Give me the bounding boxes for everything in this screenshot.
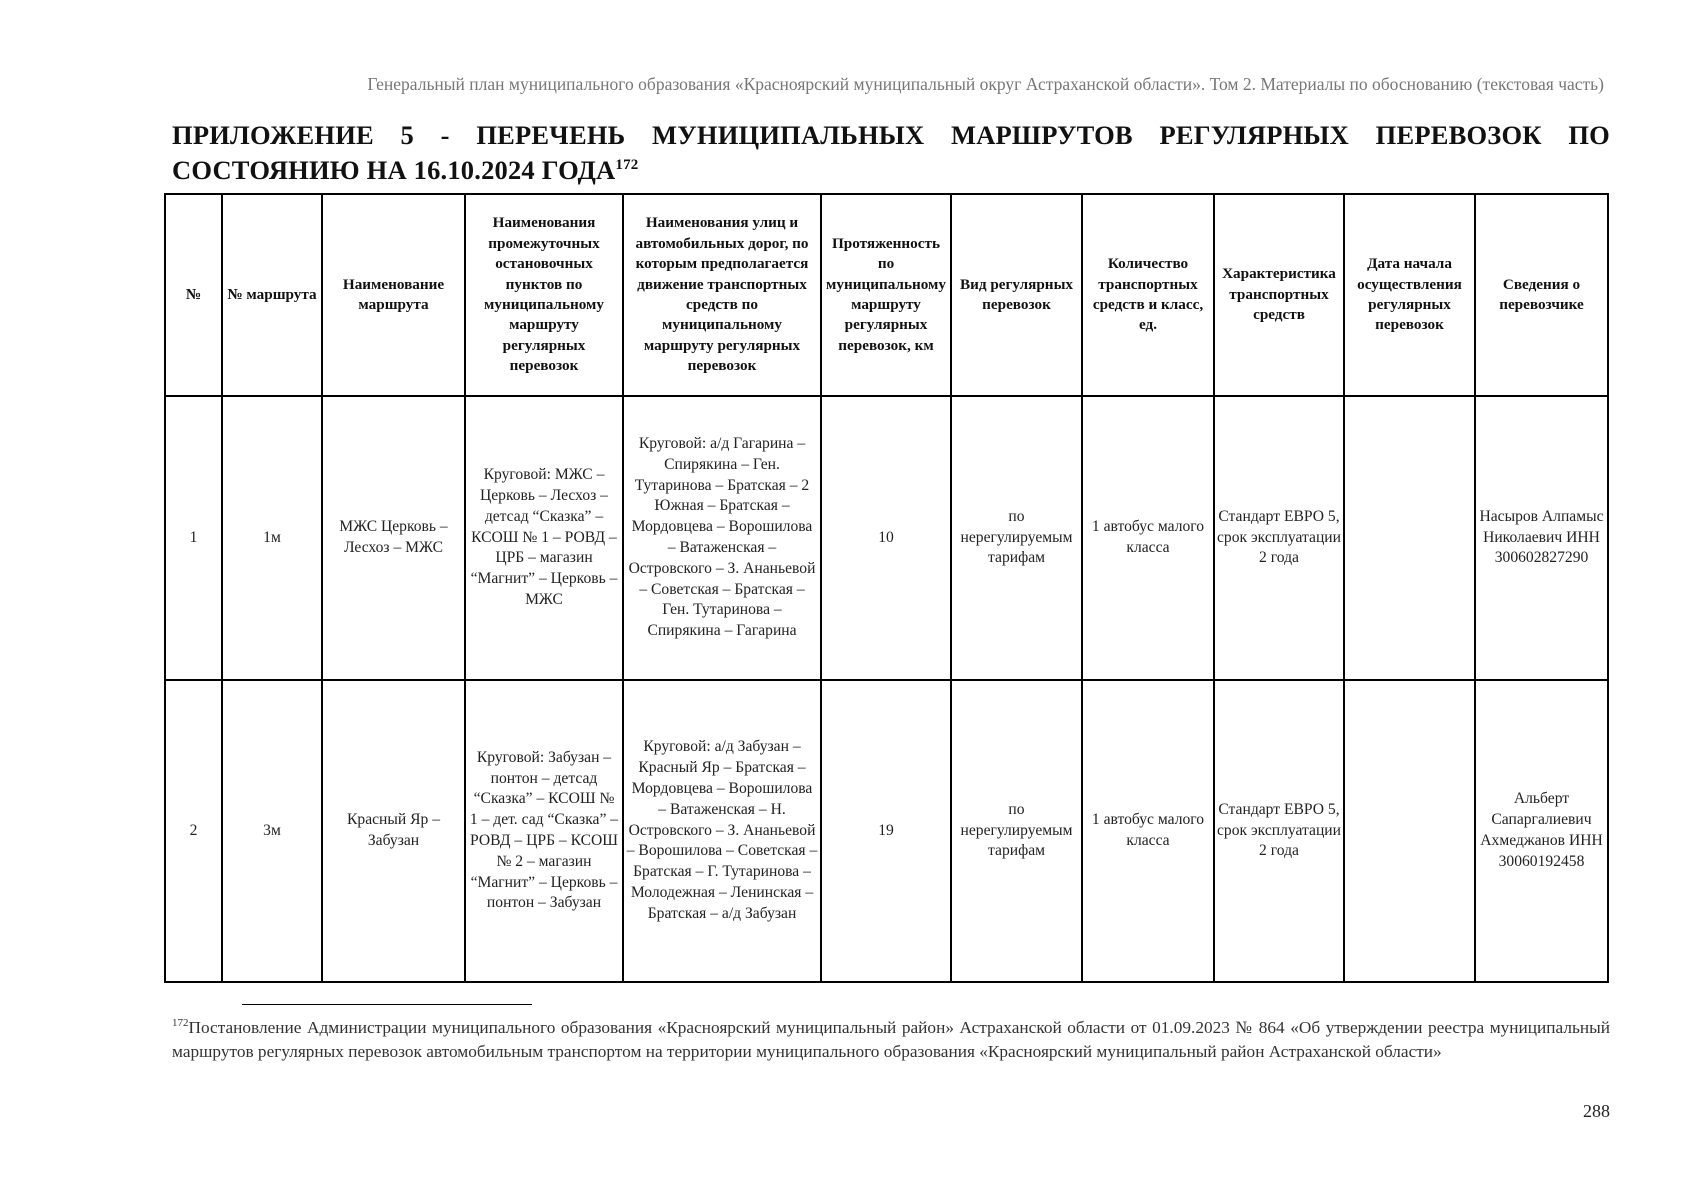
header-cell: Количество транспортных средств и класс, ед.: [1082, 194, 1214, 396]
cell-route-num: 1м: [222, 396, 322, 680]
cell-length: 19: [821, 680, 951, 982]
title-footnote-ref: 172: [615, 157, 639, 174]
page-number: 288: [1583, 1101, 1610, 1121]
footnote-text: Постановление Администрации муниципального образования «Красноярский муниципальный район» Астраханской области от 01.09.2023 № 864 «Об утверждении реестра муниципальный маршрутов регулярных перевозок автомобильным транспортом на территории муниципального образования «Красноярский муниципальный район Астраханской области»: [172, 1018, 1610, 1061]
header-cell: Сведения о перевозчике: [1475, 194, 1608, 396]
routes-table: [164, 193, 1609, 983]
footnote-ref: 172: [172, 1017, 189, 1030]
footnote-divider: [242, 1004, 532, 1005]
cell-num: 2: [165, 680, 222, 982]
cell-length: 10: [821, 396, 951, 680]
cell-stops: Круговой: МЖС – Церковь – Лесхоз – детсад “Сказка” – КСОШ № 1 – РОВД – ЦРБ – магазин “Магнит” – Церковь – МЖС: [465, 396, 623, 680]
cell-type: по нерегулируемым тарифам: [951, 680, 1082, 982]
cell-streets: Круговой: а/д Забузан – Красный Яр – Братская – Мордовцева – Ворошилова – Ватаженская – Н. Островского – З. Ананьевой – Ворошилова – Советская – Братская – Г. Тутаринова – Молодежная – Ленинская – Братская – а/д Забузан: [623, 680, 821, 982]
cell-vehicles: 1 автобус малого класса: [1082, 396, 1214, 680]
header-cell: Характеристика транспортных средств: [1214, 194, 1344, 396]
header-cell: Наименования улиц и автомобильных дорог, по которым предполагается движение транспортных средств по муниципальному маршруту регулярных перевозок: [623, 194, 821, 396]
cell-vehicles: 1 автобус малого класса: [1082, 680, 1214, 982]
cell-characteristics: Стандарт ЕВРО 5, срок эксплуатации 2 года: [1214, 396, 1344, 680]
cell-carrier: Насыров Алпамыс Николаевич ИНН 300602827290: [1475, 396, 1608, 680]
cell-type: по нерегулируемым тарифам: [951, 396, 1082, 680]
header-cell: Дата начала осуществления регулярных перевозок: [1344, 194, 1475, 396]
cell-route-name: Красный Яр – Забузан: [322, 680, 465, 982]
page-title: [172, 118, 1610, 188]
footnote: [172, 1016, 1610, 1063]
table-header-row: [165, 194, 1608, 396]
table-row: [165, 680, 1608, 982]
cell-stops: Круговой: Забузан – понтон – детсад “Сказка” – КСОШ № 1 – дет. сад “Сказка” – РОВД – ЦРБ – КСОШ № 2 – магазин “Магнит” – Церковь – понтон – Забузан: [465, 680, 623, 982]
cell-route-num: 3м: [222, 680, 322, 982]
header-cell: Вид регулярных перевозок: [951, 194, 1082, 396]
header-cell: Наименования промежуточных остановочных пунктов по муниципальному маршруту регулярных перевозок: [465, 194, 623, 396]
cell-route-name: МЖС Церковь – Лесхоз – МЖС: [322, 396, 465, 680]
header-cell: № маршрута: [222, 194, 322, 396]
header-cell: №: [165, 194, 222, 396]
header-cell: Наименование маршрута: [322, 194, 465, 396]
cell-characteristics: Стандарт ЕВРО 5, срок эксплуатации 2 года: [1214, 680, 1344, 982]
cell-carrier: Альберт Сапаргалиевич Ахмеджанов ИНН 30060192458: [1475, 680, 1608, 982]
header-cell: Протяженность по муниципальному маршруту регулярных перевозок, км: [821, 194, 951, 396]
title-text: ПРИЛОЖЕНИЕ 5 - ПЕРЕЧЕНЬ МУНИЦИПАЛЬНЫХ МАРШРУТОВ РЕГУЛЯРНЫХ ПЕРЕВОЗОК ПО СОСТОЯНИЮ НА 16.10.2024 ГОДА: [172, 120, 1610, 185]
table-row: [165, 396, 1608, 680]
cell-num: 1: [165, 396, 222, 680]
running-header: Генеральный план муниципального образования «Красноярский муниципальный округ Астраханской области». Том 2. Материалы по обоснованию (текстовая часть): [367, 74, 1604, 94]
cell-start-date: [1344, 680, 1475, 982]
cell-streets: Круговой: а/д Гагарина – Спирякина – Ген. Тутаринова – Братская – 2 Южная – Братская – Мордовцева – Ворошилова – Ватаженская – Островского – З. Ананьевой – Советская – Братская – Ген. Тутаринова – Спирякина – Гагарина: [623, 396, 821, 680]
cell-start-date: [1344, 396, 1475, 680]
